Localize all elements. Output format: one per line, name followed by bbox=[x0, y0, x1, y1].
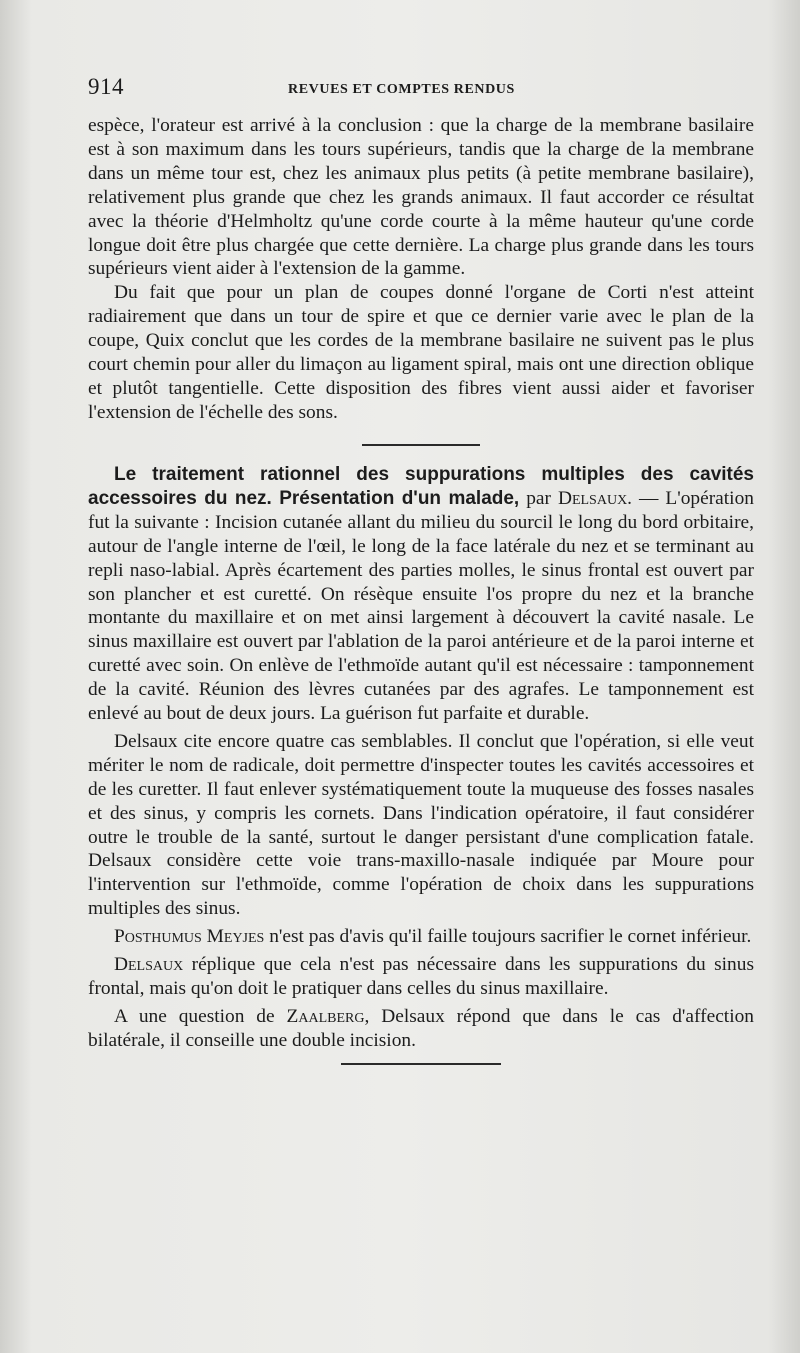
paragraph-4: Delsaux cite encore quatre cas semblables. Il conclut que l'opération, si elle veut mériter le nom de radicale, doit permettre d'inspecter toutes les cavités accessoires et de les curetter. Il faut enlever systématiquement toute la muqueuse des fosses nasales et des sinus, y compris les cornets. Dans l'indication opératoire, il faut considérer outre le trouble de la santé, surtout le danger persistant d'une complication fatale. Delsaux considère cette voie trans-maxillo-nasale indiquée par Moure pour l'intervention sur l'ethmoïde, comme l'opération de choix dans les suppurations multiples des sinus. bbox=[88, 730, 754, 920]
end-divider bbox=[341, 1063, 501, 1065]
paragraph-7 bbox=[88, 1005, 754, 1053]
body-text bbox=[88, 114, 754, 1065]
section-divider bbox=[362, 444, 480, 446]
section-by: par bbox=[526, 487, 551, 509]
paragraph-2: Du fait que pour un plan de coupes donné l'organe de Corti n'est atteint radiairement que dans un tour de spire et que ce dernier varie avec le plan de la coupe, Quix conclut que les cordes de la membrane basilaire ne suivent pas le plus court chemin pour aller du limaçon au ligament spiral, mais ont une direction oblique et plutôt tangentielle. Cette disposition des fibres vient aussi aider et favoriser l'extension de l'échelle des sons. bbox=[88, 282, 754, 423]
paragraph-7-author: Zaalberg, bbox=[286, 1005, 370, 1027]
section-author: Delsaux. bbox=[557, 487, 633, 509]
paragraph-6-author: Delsaux bbox=[114, 954, 184, 976]
paragraph-5 bbox=[88, 925, 754, 949]
paragraph-3: L'opération fut la suivante : Incision cutanée allant du milieu du sourcil le long du bord orbitaire, autour de l'angle interne de l'œil, le long de la face latérale du nez et se terminant au repli naso-labial. Après écartement des parties molles, le sinus frontal est ouvert par son plancher et est curetté. On résèque ensuite l'os propre du nez et la branche montante du maxillaire et on met ainsi largement à découvert la cavité nasale. Le sinus maxillaire est ouvert par l'ablation de la paroi antérieure et de la paroi interne et curetté avec soin. On enlève de l'ethmoïde autant qu'il est nécessaire : tamponnement de la cavité. Réunion des lèvres cutanées par des agrafes. Le tamponnement est enlevé au bout de deux jours. La guérison fut parfaite et durable. bbox=[88, 487, 754, 725]
paragraph-5-author: Posthumus Meyjes bbox=[114, 926, 265, 948]
section-dash: — bbox=[639, 487, 659, 509]
running-header bbox=[88, 74, 754, 114]
page-number: 914 bbox=[88, 74, 124, 99]
paragraph-5-text: n'est pas d'avis qu'il faille toujours sacrifier le cornet inférieur. bbox=[269, 926, 752, 948]
running-title: REVUES ET COMPTES RENDUS bbox=[288, 82, 515, 97]
paragraph-6 bbox=[88, 953, 754, 1001]
paragraph-6-text: réplique que cela n'est pas nécessaire dans les suppurations du sinus frontal, mais qu'on doit le pratiquer dans celles du sinus maxillaire. bbox=[88, 954, 754, 999]
section-title: Le traitement rationnel des suppurations multiples des cavités accessoires du nez. Présentation d'un malade, bbox=[88, 463, 754, 509]
paragraph-1: espèce, l'orateur est arrivé à la conclusion : que la charge de la membrane basilaire est à son maximum dans les tours supérieurs, tandis que la charge de la membrane dans un même tour est, chez les animaux plus petits (à petite membrane basilaire), relativement plus grande que chez les grands animaux. Il faut accorder ce résultat avec la théorie d'Helmholtz qu'une corde courte à la même hauteur qu'une corde longue doit être plus chargée que cette dernière. La charge plus grande dans les tours supérieurs vient aider à l'extension de la gamme. bbox=[88, 115, 754, 280]
paragraph-7-text: Delsaux répond que dans le cas d'affection bilatérale, il conseille une double incision. bbox=[88, 1005, 754, 1051]
section-paragraph bbox=[88, 463, 754, 726]
paragraph-7-start: A une question de bbox=[114, 1005, 275, 1027]
